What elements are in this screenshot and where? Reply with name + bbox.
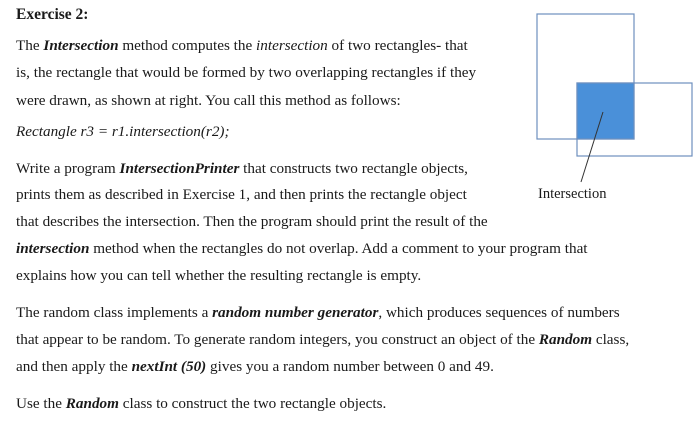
p4-line (16, 395, 386, 413)
text: gives you a random number between 0 and 49. (206, 358, 494, 375)
text: , which produces sequences of numbers (378, 304, 620, 321)
text: method when the rectangles do not overlap. Add a comment to your program that (89, 240, 588, 257)
term-intersection-printer: IntersectionPrinter (119, 160, 240, 177)
term-intersection: Intersection (43, 37, 119, 54)
p1-line-1 (16, 37, 468, 55)
text: and then apply the (16, 358, 132, 375)
p3-line-3 (16, 358, 494, 376)
term-intersection-method: intersection (16, 240, 90, 257)
term-intersection-italic: intersection (256, 37, 328, 54)
p1-line-2: is, the rectangle that would be formed by two overlapping rectangles if they (16, 64, 477, 81)
text: class to construct the two rectangle objects. (118, 395, 387, 412)
intersection-rectangle (577, 83, 634, 139)
exercise-title: Exercise 2: (16, 6, 89, 23)
text: method computes the (118, 37, 257, 54)
code-example: Rectangle r3 = r1.intersection(r2); (16, 123, 230, 140)
text: of two rectangles- that (327, 37, 468, 54)
p2-line-1 (16, 160, 468, 178)
p3-line-1 (16, 304, 620, 322)
text: The random class implements a (16, 304, 213, 321)
text: Use the (16, 395, 66, 412)
text: class, (592, 331, 630, 348)
p2-line-3: that describes the intersection. Then the program should print the result of the (16, 213, 488, 230)
text: that appear to be random. To generate random integers, you construct an object of the (16, 331, 539, 348)
p1-line-3: were drawn, as shown at right. You call this method as follows: (16, 92, 401, 109)
term-random: Random (538, 331, 593, 348)
figure-caption: Intersection (538, 186, 607, 202)
term-random: Random (65, 395, 119, 412)
text: that constructs two rectangle objects, (239, 160, 468, 177)
term-random-number-generator: random number generator (212, 304, 379, 321)
text: The (16, 37, 44, 54)
p3-line-2 (16, 331, 629, 349)
p2-line-2: prints them as described in Exercise 1, and then prints the rectangle object (16, 186, 467, 203)
p2-line-4 (16, 240, 588, 258)
p2-line-5: explains how you can tell whether the resulting rectangle is empty. (16, 267, 422, 284)
term-nextint: nextInt (50) (131, 358, 207, 375)
text: Write a program (16, 160, 120, 177)
